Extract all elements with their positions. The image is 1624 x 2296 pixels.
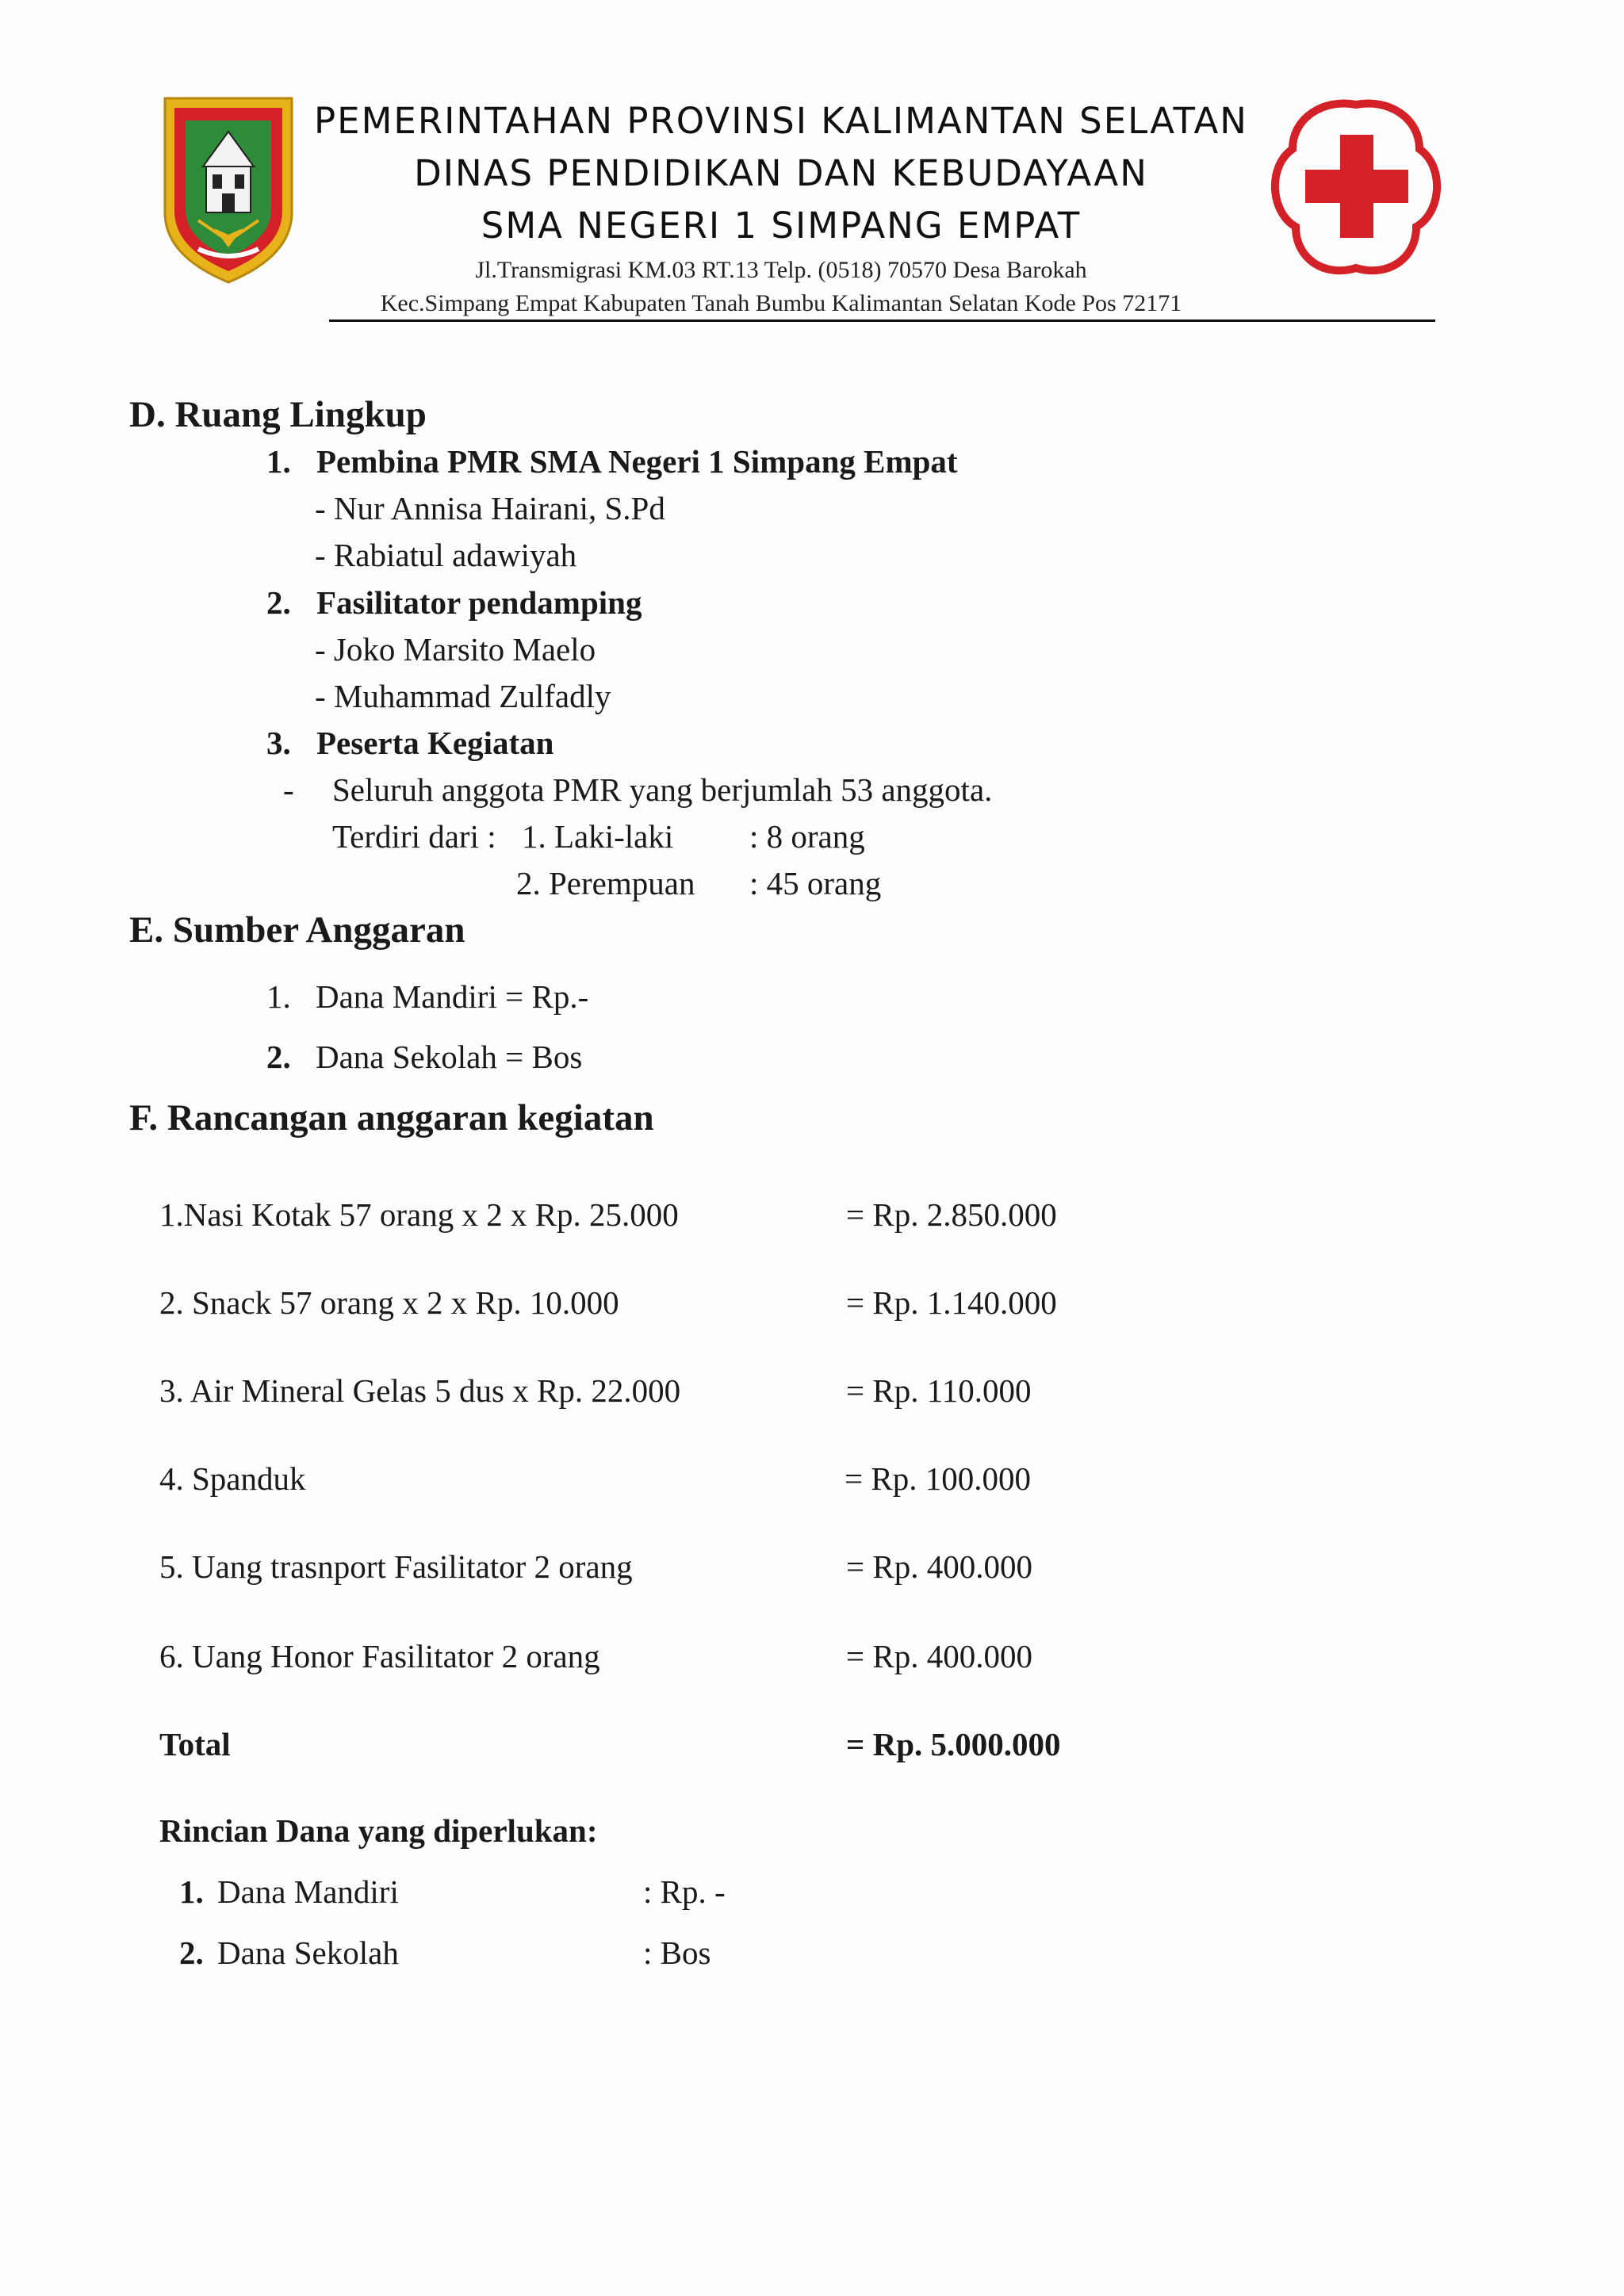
pembina-name-1: - Nur Annisa Hairani, S.Pd: [315, 490, 665, 526]
budget-row-2-item: 2. Snack 57 orang x 2 x Rp. 10.000: [159, 1284, 619, 1321]
rincian-dana-title: Rincian Dana yang diperlukan:: [159, 1812, 598, 1849]
letterhead-line-1: PEMERINTAHAN PROVINSI KALIMANTAN SELATAN: [314, 100, 1248, 142]
peserta-male-count: : 8 orang: [749, 818, 865, 855]
letterhead-address-2: Kec.Simpang Empat Kabupaten Tanah Bumbu Kalimantan Selatan Kode Pos 72171: [380, 290, 1182, 316]
sumber-item-2-text: Dana Sekolah = Bos: [316, 1039, 583, 1075]
section-d-item-2-title: Fasilitator pendamping: [316, 584, 642, 621]
budget-row-1-amount: = Rp. 2.850.000: [846, 1196, 1057, 1233]
section-d-item-3-number: 3.: [266, 725, 291, 761]
budget-row-4-item: 4. Spanduk: [159, 1460, 306, 1497]
section-d-item-3-title: Peserta Kegiatan: [316, 725, 554, 761]
budget-row-6-item: 6. Uang Honor Fasilitator 2 orang: [159, 1638, 600, 1674]
sumber-item-1-text: Dana Mandiri = Rp.-: [316, 978, 589, 1015]
peserta-female-label: 2. Perempuan: [516, 865, 695, 901]
budget-row-4-amount: = Rp. 100.000: [845, 1460, 1031, 1497]
fasilitator-name-1: - Joko Marsito Maelo: [315, 631, 596, 668]
letterhead-line-3: SMA NEGERI 1 SIMPANG EMPAT: [481, 205, 1082, 247]
budget-total-amount: = Rp. 5.000.000: [846, 1726, 1061, 1762]
section-e-heading: E. Sumber Anggaran: [129, 909, 465, 951]
peserta-terdiri-label: Terdiri dari :: [332, 818, 496, 855]
letterhead-divider: [329, 320, 1435, 322]
peserta-description: Seluruh anggota PMR yang berjumlah 53 anggota.: [332, 771, 993, 808]
rincian-item-1-number: 1.: [179, 1873, 204, 1910]
section-f-heading: F. Rancangan anggaran kegiatan: [129, 1097, 654, 1138]
rincian-item-2-value: : Bos: [643, 1934, 711, 1971]
budget-row-6-amount: = Rp. 400.000: [846, 1638, 1032, 1674]
sumber-item-1-number: 1.: [266, 978, 291, 1015]
red-cross-logo: [1269, 94, 1443, 284]
budget-row-5-amount: = Rp. 400.000: [846, 1548, 1032, 1585]
peserta-dash: -: [283, 771, 294, 808]
rincian-item-2-label: Dana Sekolah: [217, 1934, 399, 1971]
rincian-item-1-label: Dana Mandiri: [217, 1873, 399, 1910]
peserta-male-label: 1. Laki-laki: [522, 818, 674, 855]
section-d-item-2-number: 2.: [266, 584, 291, 621]
rincian-item-1-value: : Rp. -: [643, 1873, 726, 1910]
letterhead-address-1: Jl.Transmigrasi KM.03 RT.13 Telp. (0518) 70570 Desa Barokah: [475, 257, 1087, 283]
sumber-item-2-number: 2.: [266, 1039, 291, 1075]
budget-row-5-item: 5. Uang trasnport Fasilitator 2 orang: [159, 1548, 633, 1585]
section-d-item-1-number: 1.: [266, 443, 291, 480]
budget-row-2-amount: = Rp. 1.140.000: [846, 1284, 1057, 1321]
budget-row-3-item: 3. Air Mineral Gelas 5 dus x Rp. 22.000: [159, 1372, 681, 1409]
budget-total-label: Total: [159, 1726, 231, 1762]
letterhead-line-2: DINAS PENDIDIKAN DAN KEBUDAYAAN: [414, 152, 1148, 194]
rincian-item-2-number: 2.: [179, 1934, 204, 1971]
fasilitator-name-2: - Muhammad Zulfadly: [315, 678, 611, 714]
budget-row-3-amount: = Rp. 110.000: [846, 1372, 1032, 1409]
pembina-name-2: - Rabiatul adawiyah: [315, 537, 577, 573]
section-d-item-1-title: Pembina PMR SMA Negeri 1 Simpang Empat: [316, 443, 958, 480]
budget-row-1-item: 1.Nasi Kotak 57 orang x 2 x Rp. 25.000: [159, 1196, 679, 1233]
peserta-female-count: : 45 orang: [749, 865, 882, 901]
section-d-heading: D. Ruang Lingkup: [129, 394, 427, 435]
